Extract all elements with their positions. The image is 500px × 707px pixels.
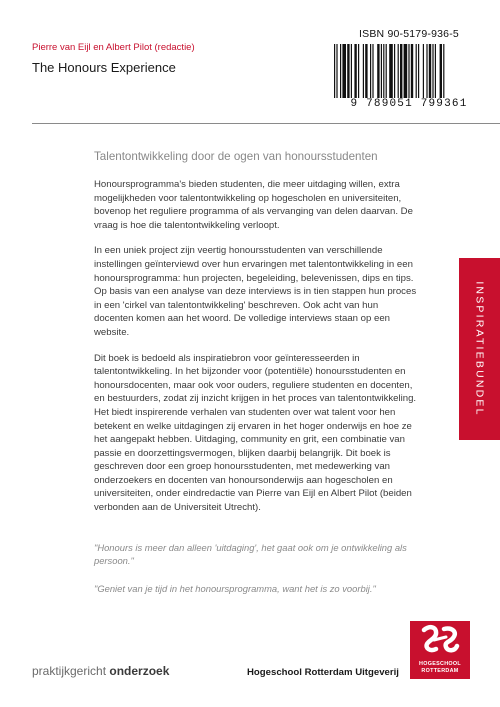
category-tab — [459, 258, 500, 440]
barcode-bar — [440, 44, 442, 98]
barcode-bar — [334, 44, 335, 98]
barcode-bar — [363, 44, 364, 98]
barcode-bar — [416, 44, 417, 98]
barcode-bar — [408, 44, 409, 98]
barcode-bar — [432, 44, 433, 98]
ean-number: 9 789051 799361 — [350, 98, 468, 110]
barcode-bar — [381, 44, 382, 98]
series-name-light: praktijkgericht — [32, 664, 110, 678]
barcode-bar — [394, 44, 395, 98]
barcode-bar — [404, 44, 408, 98]
student-quotes — [94, 541, 420, 609]
barcode-bar — [411, 44, 413, 98]
barcode-bar — [372, 44, 373, 98]
barcode-bar — [377, 44, 379, 98]
barcode-bar — [342, 44, 346, 98]
barcode-bar — [443, 44, 444, 98]
barcode-bar — [336, 44, 337, 98]
quote: "Geniet van je tijd in het honoursprogramma, want het is zo voorbij." — [94, 582, 376, 594]
series-name — [32, 664, 169, 678]
barcode-bar — [435, 44, 436, 98]
barcode-bar — [400, 44, 402, 98]
category-tab-label: INSPIRATIEBUNDEL — [473, 281, 486, 417]
barcode-bar — [347, 44, 349, 98]
barcode-bar — [340, 44, 341, 98]
barcode-bar — [383, 44, 384, 98]
barcode-bar — [358, 44, 359, 98]
book-subtitle: Talentontwikkeling door de ogen van honoursstudenten — [94, 150, 378, 163]
header-divider — [32, 123, 500, 124]
barcode-bar — [429, 44, 431, 98]
logo-mark-icon — [410, 621, 470, 661]
barcode-bar — [386, 44, 387, 98]
barcode-bar — [389, 44, 393, 98]
editors-line: Pierre van Eijl en Albert Pilot (redactie) — [32, 42, 195, 53]
barcode-bar — [426, 44, 427, 98]
series-name-bold: onderzoek — [109, 664, 170, 678]
barcode-bar — [418, 44, 419, 98]
barcode-bar — [423, 44, 424, 98]
blurb-paragraph: Dit boek is bedoeld als inspiratiebron voor geïnteresseerden in talentontwikkeling. In het bijzonder voor (potentiële) honoursstudenten en honoursdocenten, maar ook voor ouders, reguliere studenten en docenten, en bestuurders, zodat zij inzicht krijgen in het proces van talentontwikkeling. Het biedt inspirerende verhalen van studenten over wat talent voor hen betekent en welke uitdagingen zij ervaren in het hoger onderwijs en hoe ze het aangepakt hebben. Uitdaging, community en grit, een combinatie van passie en doorzettingsvermogen, blijken daarbij belangrijk. Dit boek is geschreven door een groep honoursstudenten, met medewerking van onderzoekers en docenten van honoursonderwijs aan hogescholen en universiteiten, onder eindredactie van Pierre van Eijl en Albert Pilot (beiden verbonden aan de Universiteit Utrecht). — [94, 352, 417, 514]
barcode-bar — [354, 44, 356, 98]
logo-text-line: HOGESCHOOL — [419, 661, 461, 667]
barcode-bars — [334, 44, 484, 100]
isbn-number: ISBN 90-5179-936-5 — [359, 28, 459, 40]
publisher-name: Hogeschool Rotterdam Uitgeverij — [247, 667, 399, 678]
book-title: The Honours Experience — [32, 60, 176, 75]
hogeschool-rotterdam-logo — [410, 621, 470, 679]
quote: "Honours is meer dan alleen 'uitdaging', het gaat ook om je ontwikkeling als persoon." — [94, 542, 407, 567]
blurb-paragraph: Honoursprogramma's bieden studenten, die meer uitdaging willen, extra mogelijkheden voor talentontwikkeling op hogescholen en universiteiten, bovenop het reguliere programma of als vervanging van delen daarvan. De vraag is hoe die talentontwikkeling verloopt. — [94, 179, 413, 231]
blurb-paragraph: In een uniek project zijn veertig honoursstudenten van verschillende instellingen geïnterviewd over hun ervaringen met talentontwikkeling in een honoursprogramma: hun projecten, begeleiding, belevenissen, dips en tips. Op basis van een analyse van deze interviews is in tien stappen hun proces in een 'cirkel van talentontwikkeling' beschreven. Ook acht van hun docenten komen aan het woord. De volledige interviews staan op een website. — [94, 245, 417, 338]
blurb-text — [94, 178, 420, 527]
barcode-bar — [398, 44, 399, 98]
logo-text-line: ROTTERDAM — [421, 668, 459, 674]
barcode-bar — [351, 44, 352, 98]
barcode-bar — [365, 44, 367, 98]
barcode-bar — [370, 44, 371, 98]
isbn-barcode — [328, 28, 490, 112]
